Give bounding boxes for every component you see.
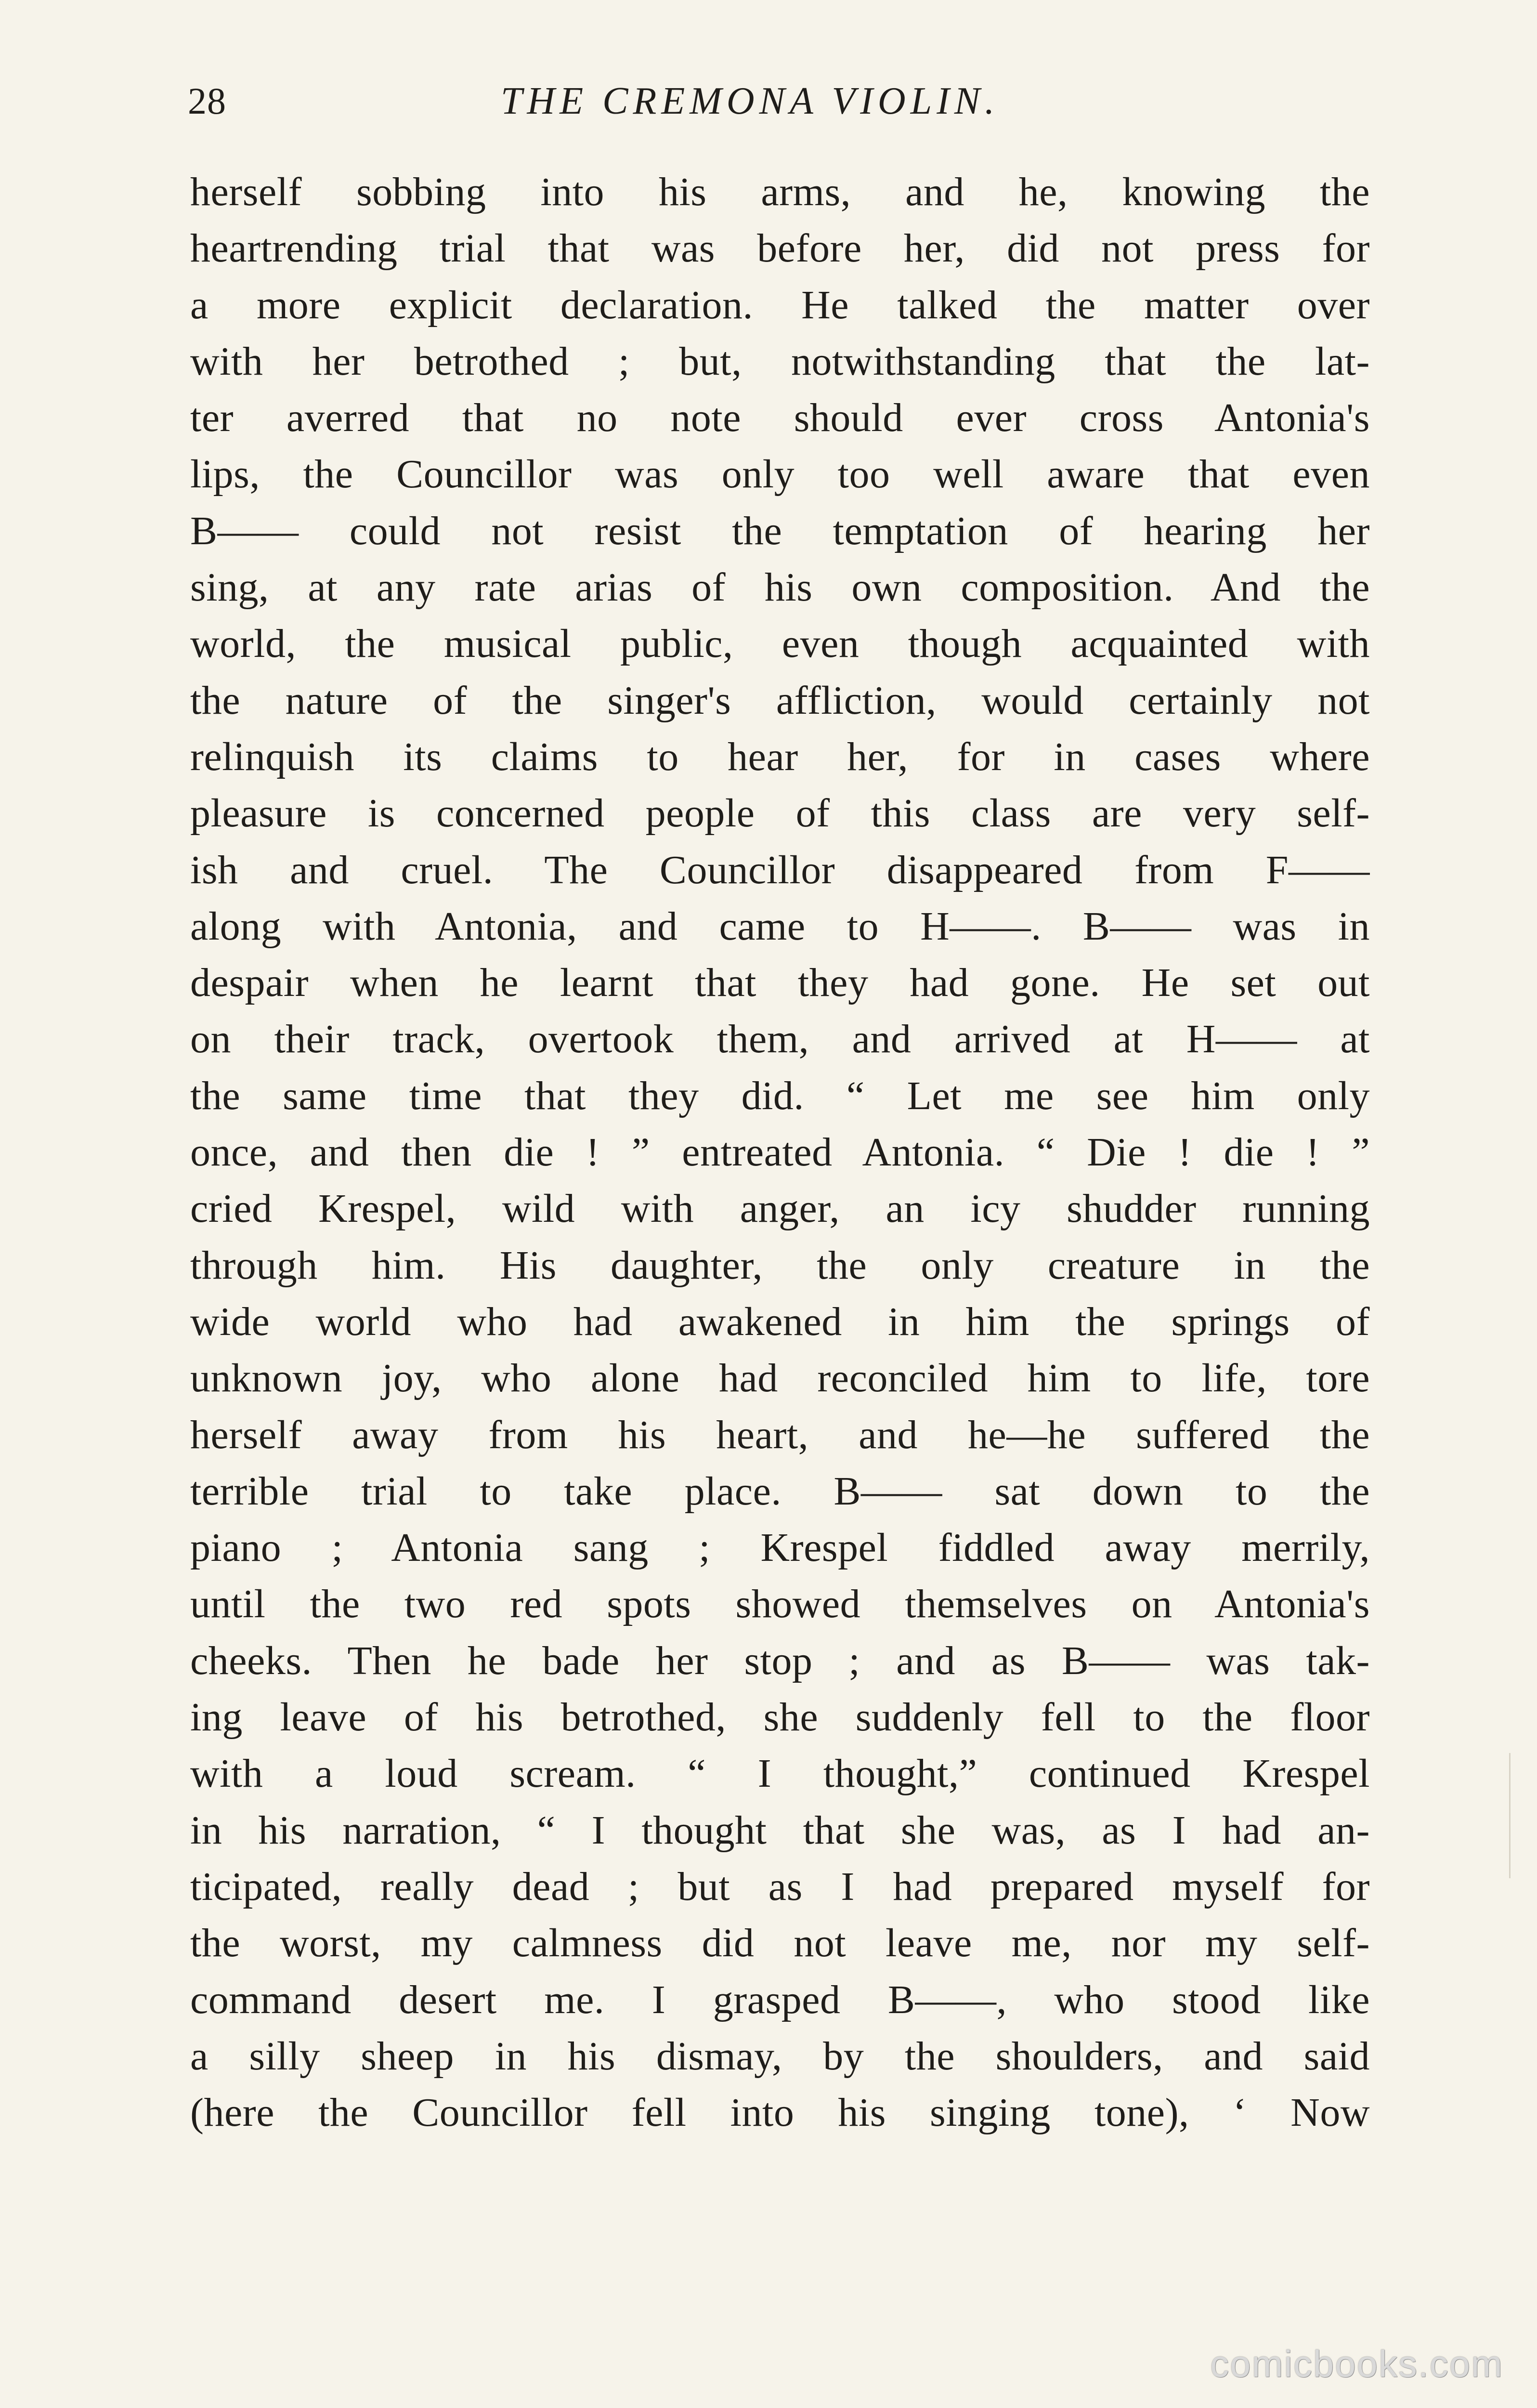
text-line: ing leave of his betrothed, she suddenly fell to the floor bbox=[190, 1695, 1370, 1740]
text-line: piano ; Antonia sang ; Krespel fiddled away merrily, bbox=[190, 1525, 1370, 1570]
watermark: comicbooks.com bbox=[1210, 2343, 1503, 2385]
text-line: with a loud scream. “ I thought,” continued Krespel bbox=[190, 1751, 1370, 1796]
text-line: a more explicit declaration. He talked the matter over bbox=[190, 282, 1370, 327]
text-line: until the two red spots showed themselves on Antonia's bbox=[190, 1582, 1370, 1627]
text-line: on their track, overtook them, and arrived at H—— at bbox=[190, 1017, 1370, 1062]
text-line: B—— could not resist the temptation of hearing her bbox=[190, 508, 1370, 553]
text-line: in his narration, “ I thought that she was, as I had an- bbox=[190, 1807, 1370, 1853]
text-line: the worst, my calmness did not leave me, nor my self- bbox=[190, 1921, 1370, 1966]
running-head bbox=[188, 72, 1372, 130]
text-line: ter averred that no note should ever cross Antonia's bbox=[190, 395, 1370, 441]
text-line: world, the musical public, even though acquainted with bbox=[190, 621, 1370, 667]
text-line: ish and cruel. The Councillor disappeared from F—— bbox=[190, 847, 1370, 892]
text-line: herself away from his heart, and he—he suffered the bbox=[190, 1412, 1370, 1457]
text-line: cried Krespel, wild with anger, an icy shudder running bbox=[190, 1186, 1370, 1231]
body-text bbox=[190, 164, 1370, 2141]
text-line: pleasure is concerned people of this class are very self- bbox=[190, 791, 1370, 836]
text-line: heartrending trial that was before her, did not press for bbox=[190, 226, 1370, 271]
page-edge-mark bbox=[1509, 1753, 1511, 1878]
text-line: sing, at any rate arias of his own composition. And the bbox=[190, 565, 1370, 610]
text-line: unknown joy, who alone had reconciled him to life, tore bbox=[190, 1356, 1370, 1401]
text-line: wide world who had awakened in him the springs of bbox=[190, 1299, 1370, 1344]
text-line: lips, the Councillor was only too well aware that even bbox=[190, 452, 1370, 497]
text-line: once, and then die ! ” entreated Antonia. “ Die ! die ! ” bbox=[190, 1130, 1370, 1175]
running-title: THE CREMONA VIOLIN. bbox=[501, 80, 1000, 122]
text-line: herself sobbing into his arms, and he, knowing the bbox=[190, 170, 1370, 214]
text-line: terrible trial to take place. B—— sat down to the bbox=[190, 1468, 1370, 1514]
text-line: the same time that they did. “ Let me see him only bbox=[190, 1073, 1370, 1118]
text-line: ticipated, really dead ; but as I had prepared myself for bbox=[190, 1864, 1370, 1909]
text-line: despair when he learnt that they had gone. He set out bbox=[190, 960, 1370, 1006]
text-line: cheeks. Then he bade her stop ; and as B—— was tak- bbox=[190, 1638, 1370, 1683]
text-line: (here the Councillor fell into his singing tone), ‘ Now bbox=[190, 2090, 1370, 2135]
text-line: the nature of the singer's affliction, would certainly not bbox=[190, 678, 1370, 723]
page-number: 28 bbox=[188, 80, 226, 122]
text-line: along with Antonia, and came to H——. B—— was in bbox=[190, 903, 1370, 949]
text-line: relinquish its claims to hear her, for in cases where bbox=[190, 734, 1370, 779]
text-line: command desert me. I grasped B——, who stood like bbox=[190, 1977, 1370, 2022]
text-line: with her betrothed ; but, notwithstanding that the lat- bbox=[190, 339, 1370, 384]
text-line: a silly sheep in his dismay, by the shoulders, and said bbox=[190, 2033, 1370, 2079]
text-line: through him. His daughter, the only creature in the bbox=[190, 1243, 1370, 1288]
